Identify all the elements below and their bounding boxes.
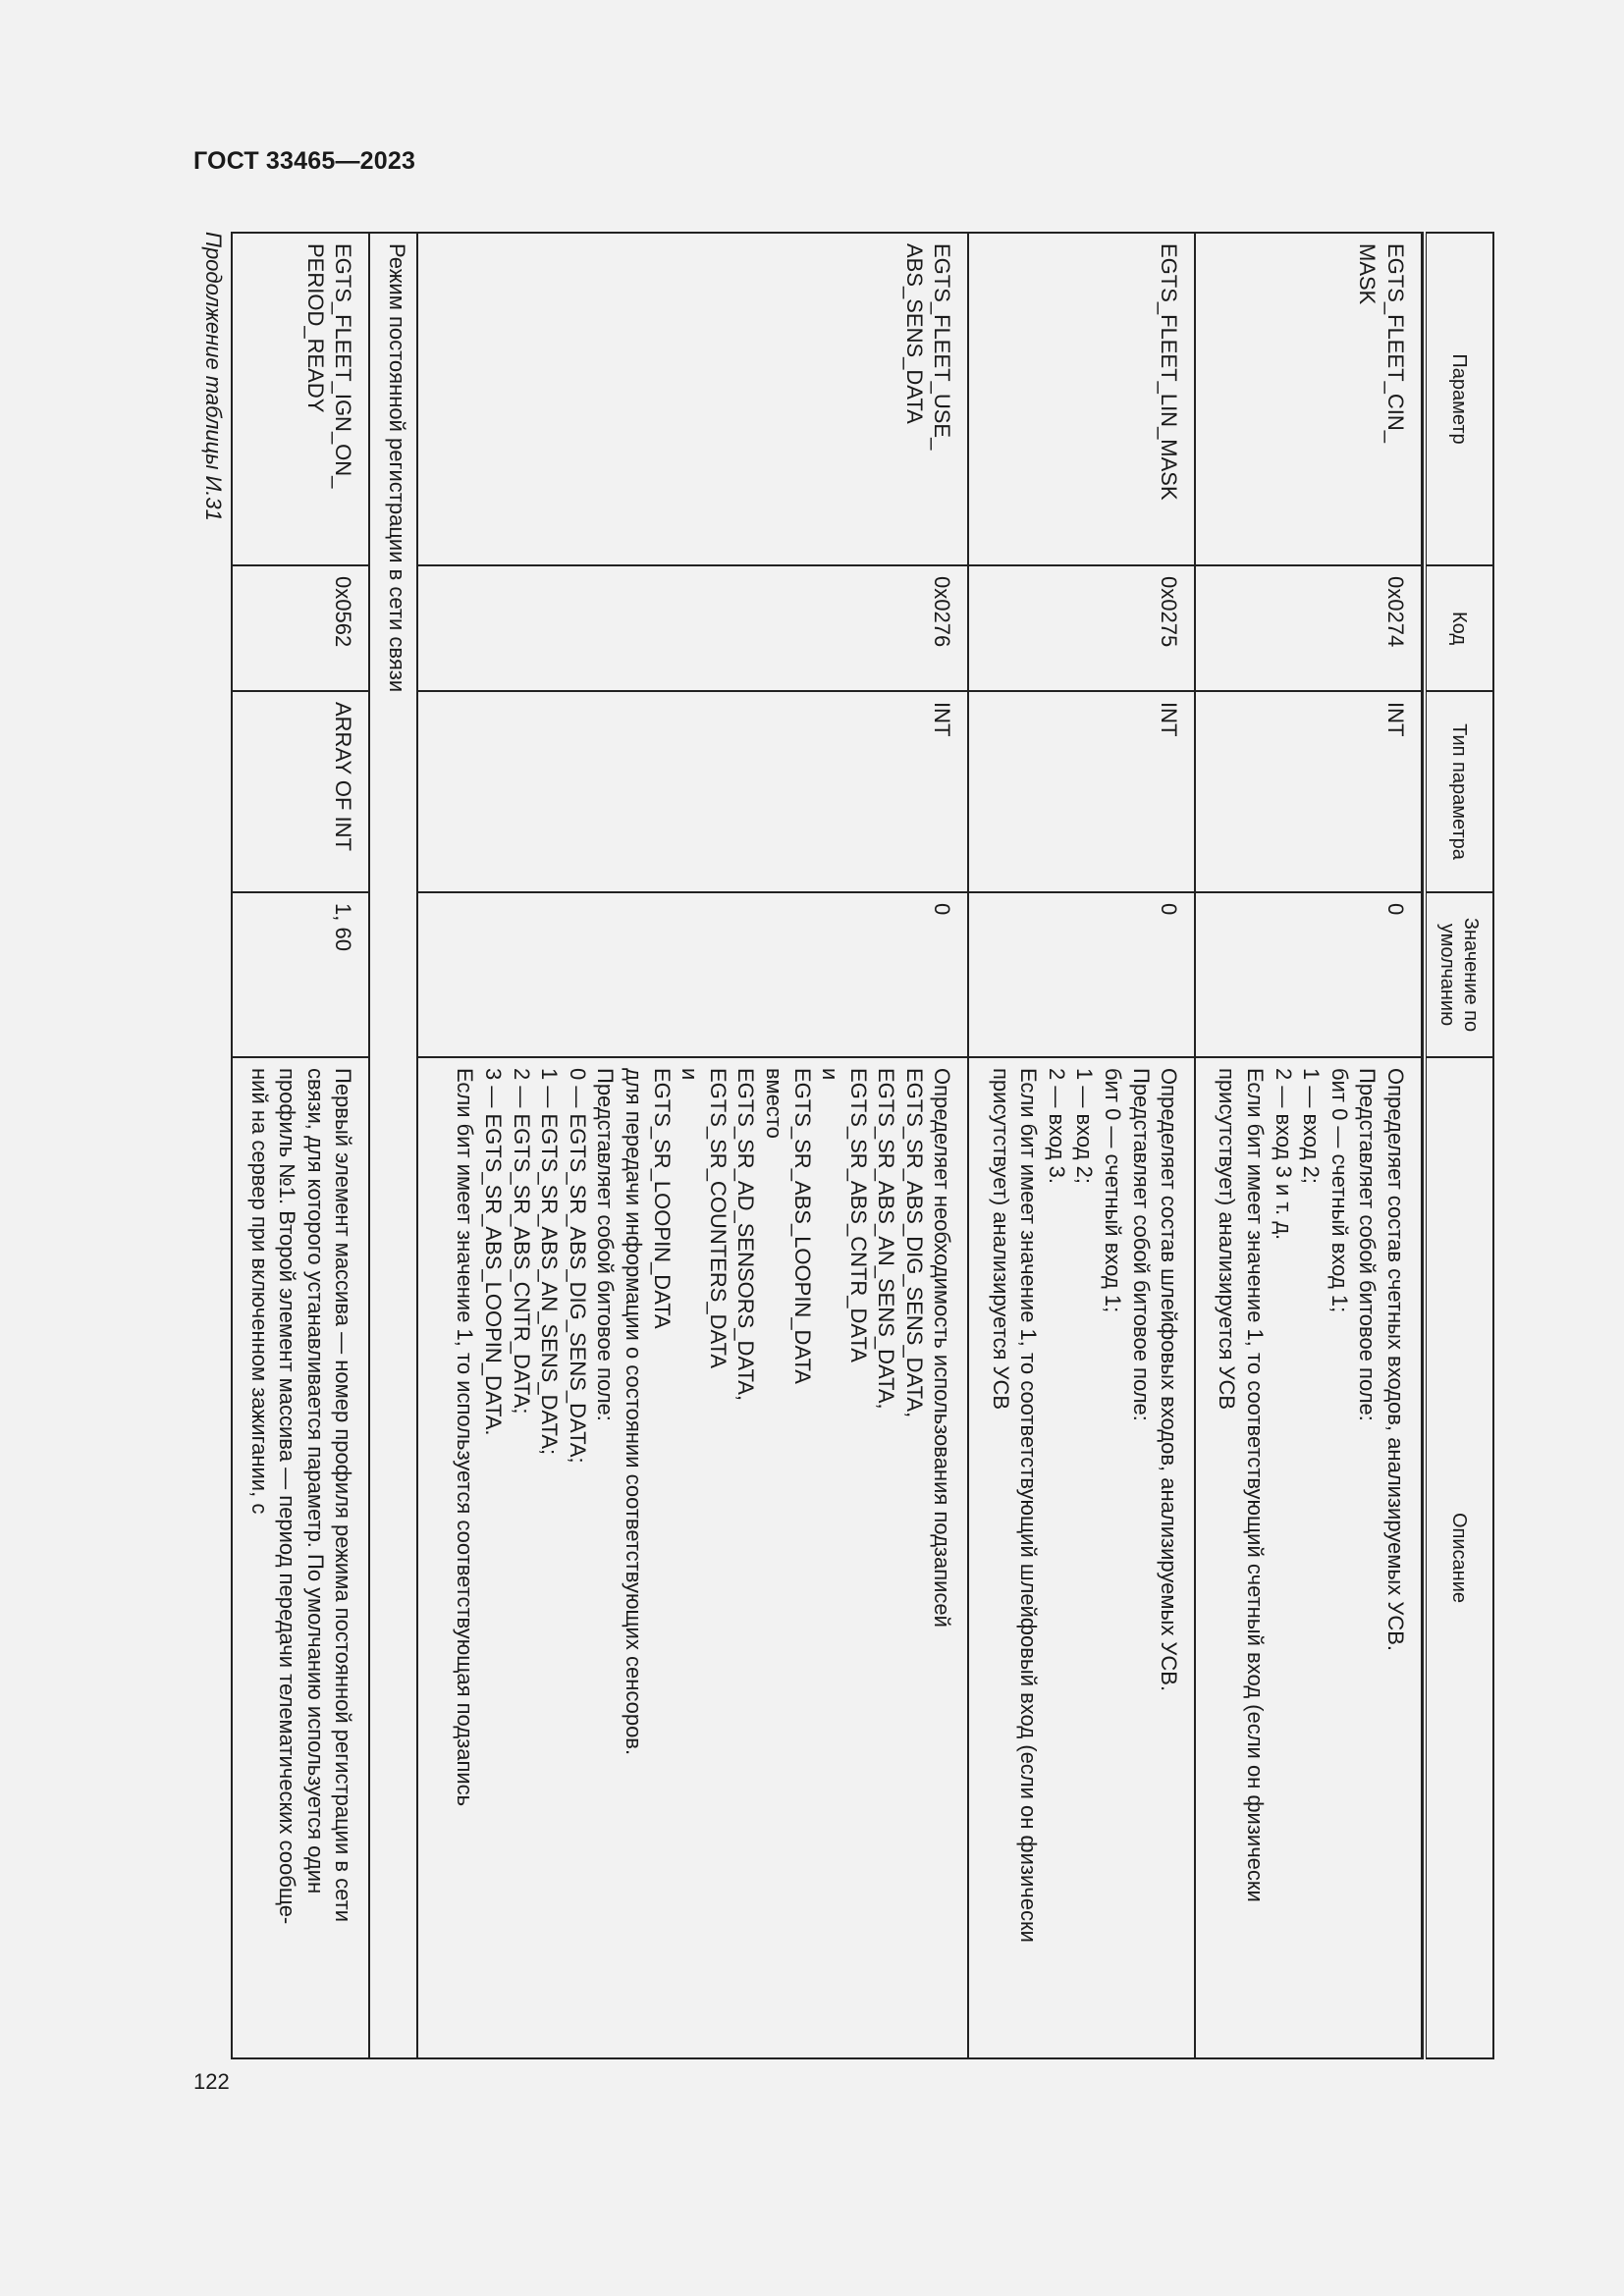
description-cell: Определяет состав шлейфовых входов, анализируемых УСВ. Представляет собой битовое поле: бит 0 — счетный вход 1; 1 — вход 2; 2 — вход 3. Если бит имеет значение 1, то соответствующий шлейфовый вход (если он физически присутствует) анализируется УСВ [969,1057,1196,2058]
col-header-code: Код [1425,565,1493,691]
section-row [370,233,417,2058]
default-cell: 0 [1195,892,1422,1057]
table-row [417,233,969,2058]
col-header-default: Значение по умолчанию [1425,892,1493,1057]
code-cell: 0x0562 [232,565,370,691]
col-header-param: Параметр [1425,233,1493,565]
table-row [1195,233,1422,2058]
param-cell: EGTS_FLEET_IGN_ON_ PERIOD_READY [232,233,370,565]
code-cell: 0x0274 [1195,565,1422,691]
code-cell: 0x0276 [417,565,969,691]
param-cell: EGTS_FLEET_CIN_ MASK [1195,233,1422,565]
type-cell: INT [1195,691,1422,892]
document-header: ГОСТ 33465—2023 [193,147,416,175]
type-cell: ARRAY OF INT [232,691,370,892]
default-cell: 0 [417,892,969,1057]
description-cell: Определяет состав счетных входов, анализируемых УСВ. Представляет собой битовое поле: бит 0 — счетный вход 1; 1 — вход 2; 2 — вход 3 и т. д. Если бит имеет значение 1, то соответствующий счетный вход (если он физически присутствует) анализируется УСВ [1195,1057,1422,2058]
header-separator [1422,233,1425,2058]
parameters-table [231,232,1494,2059]
param-cell: EGTS_FLEET_USE_ ABS_SENS_DATA [417,233,969,565]
description-cell: Определяет необходимость использования подзаписей EGTS_SR_ABS_DIG_SENS_DATA, EGTS_SR_ABS_AN_SENS_DATA, EGTS_SR_ABS_CNTR_DATA и EGTS_SR_ABS_LOOPIN_DATA вместо EGTS_SR_AD_SENSORS_DATA, EGTS_SR_COUNTERS_DATA и EGTS_SR_LOOPIN_DATA для передачи информации о состоянии соответствующих сенсоров. Представляет собой битовое поле: 0 — EGTS_SR_ABS_DIG_SENS_DATA; 1 — EGTS_SR_ABS_AN_SENS_DATA; 2 — EGTS_SR_ABS_CNTR_DATA; 3 — EGTS_SR_ABS_LOOPIN_DATA. Если бит имеет значение 1, то используется соответствующая подзапись [417,1057,969,2058]
type-cell: INT [969,691,1196,892]
section-label: Режим постоянной регистрации в сети связи [370,233,417,2058]
col-header-description: Описание [1425,1057,1493,2058]
page-number: 122 [193,2069,230,2094]
default-cell: 0 [969,892,1196,1057]
col-header-type: Тип параметра [1425,691,1493,892]
rotated-table-block [201,232,1494,2057]
table-row [969,233,1196,2058]
param-cell: EGTS_FLEET_LIN_MASK [969,233,1196,565]
description-cell: Первый элемент массива — номер профиля режима постоянной регистрации в сети связи, для которого устанавливается параметр. По умолчанию используется один профиль №1. Второй элемент массива — период передачи телематических сообще- ний на сервер при включенном зажигании, с [232,1057,370,2058]
table-caption: Продолжение таблицы И.31 [201,232,226,521]
table-row [232,233,370,2058]
type-cell: INT [417,691,969,892]
default-cell: 1, 60 [232,892,370,1057]
code-cell: 0x0275 [969,565,1196,691]
